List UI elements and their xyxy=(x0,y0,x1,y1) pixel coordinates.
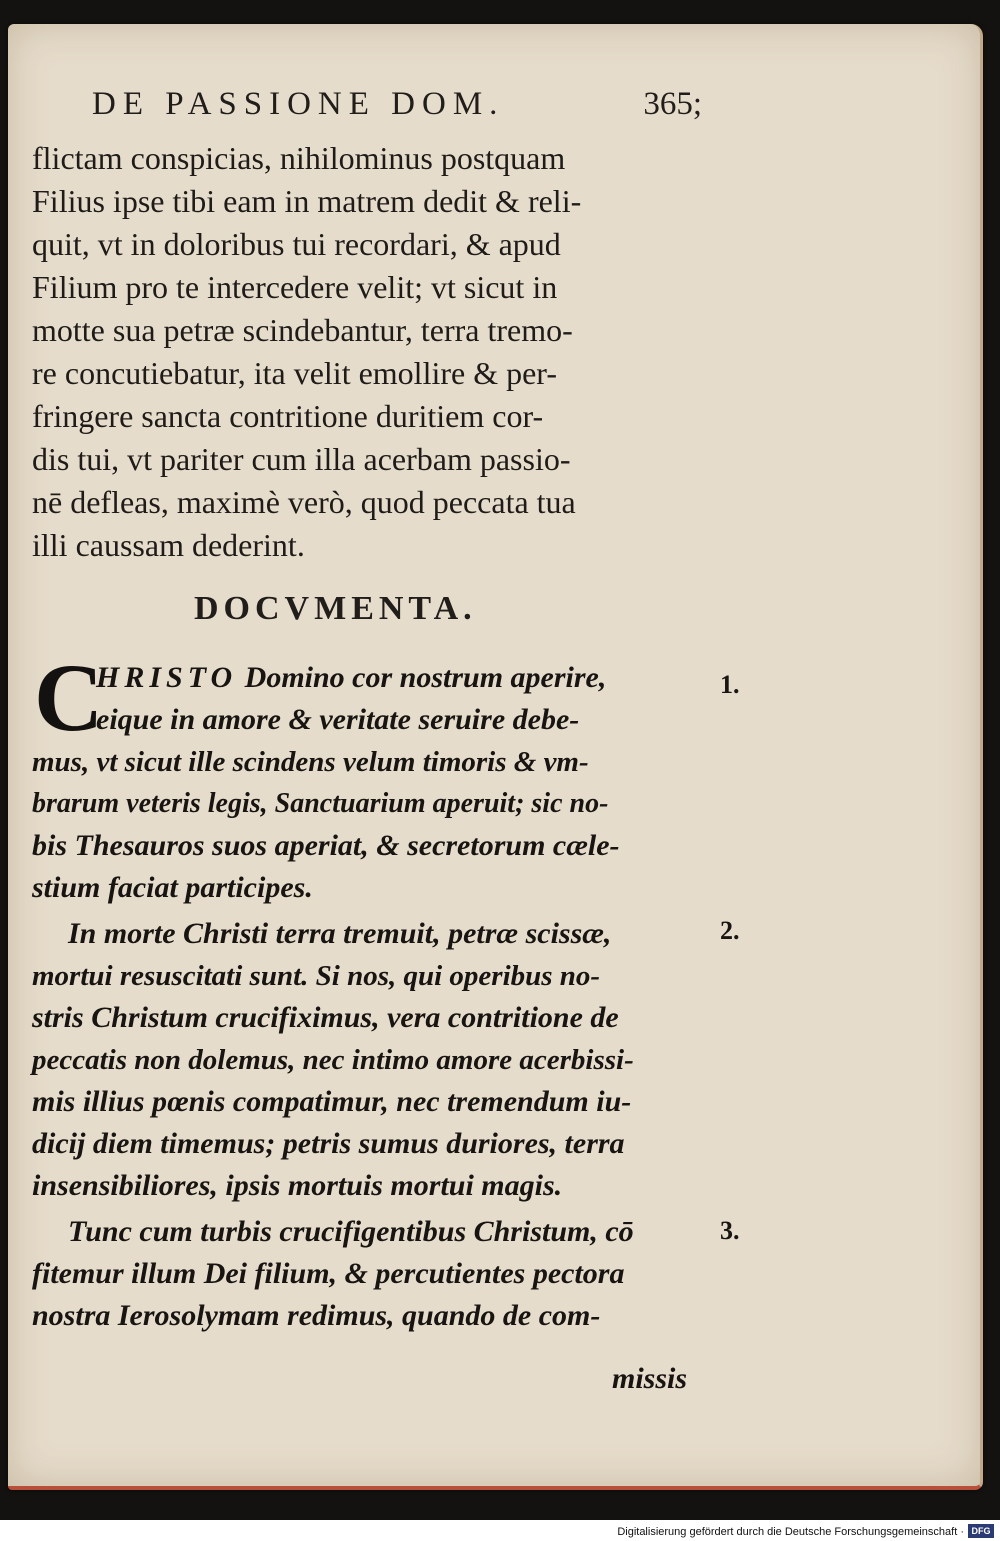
body-line: Filium pro te intercedere velit; vt sicut in xyxy=(32,269,558,305)
body-line: Filius ipse tibi eam in matrem dedit & reli- xyxy=(32,183,582,219)
margin-number: 1. xyxy=(720,670,740,699)
paragraph-line: bis Thesauros suos aperiat, & secretorum cæle- xyxy=(32,829,620,862)
body-line: re concutiebatur, ita velit emollire & per- xyxy=(32,355,557,391)
book-page xyxy=(8,24,983,1490)
body-line: fringere sancta contritione duritiem cor- xyxy=(32,398,544,434)
running-header xyxy=(92,86,702,130)
drop-cap: C xyxy=(34,644,104,751)
body-line: illi caussam dederint. xyxy=(32,527,305,563)
margin-number: 3. xyxy=(720,1216,740,1245)
first-line-text: Domino cor nostrum aperire, xyxy=(237,661,607,694)
paragraph-line: peccatis non dolemus, nec intimo amore acerbissi- xyxy=(32,1044,634,1076)
funding-credit: Digitalisierung gefördert durch die Deutsche Forschungsgemeinschaft · xyxy=(617,1526,964,1538)
running-header-title: DE PASSIONE DOM. xyxy=(92,86,505,122)
paragraph-line: Tunc cum turbis crucifigentibus Christum, cō xyxy=(68,1215,634,1248)
paragraph-line: mis illius pœnis compatimur, nec tremendum iu- xyxy=(32,1085,632,1118)
paragraph-line: eique in amore & veritate seruire debe- xyxy=(96,703,580,736)
catchword: missis xyxy=(612,1362,688,1395)
paragraph-line: brarum veteris legis, Sanctuarium aperuit; sic no- xyxy=(32,788,609,819)
paragraph-line: In morte Christi terra tremuit, petræ scissæ, xyxy=(68,917,612,950)
paragraph-line: dicij diem timemus; petris sumus duriores, terra xyxy=(32,1127,625,1160)
page-number: 365; xyxy=(643,86,702,122)
body-line: motte sua petræ scindebantur, terra tremo- xyxy=(32,312,573,348)
body-line: dis tui, vt pariter cum illa acerbam passio- xyxy=(32,441,571,477)
body-line: quit, vt in doloribus tui recordari, & apud xyxy=(32,226,561,262)
body-line: flictam conspicias, nihilominus postquam xyxy=(32,140,566,176)
footer-bar xyxy=(0,1520,1000,1541)
paragraph-first-line xyxy=(96,658,606,698)
first-word: HRISTO xyxy=(96,661,238,694)
paragraph-line: stium faciat participes. xyxy=(32,871,313,904)
section-heading: DOCVMENTA. xyxy=(194,590,477,627)
body-line: nē defleas, maximè verò, quod peccata tua xyxy=(32,484,576,520)
paragraph-line: fitemur illum Dei filium, & percutientes pectora xyxy=(32,1257,625,1290)
paragraph-line: nostra Ierosolymam redimus, quando de com- xyxy=(32,1299,601,1332)
paragraph-line: mus, vt sicut ille scindens velum timoris & vm- xyxy=(32,746,589,778)
paragraph-line: insensibiliores, ipsis mortuis mortui magis. xyxy=(32,1169,563,1202)
paragraph-line: stris Christum crucifiximus, vera contritione de xyxy=(32,1001,619,1034)
margin-number: 2. xyxy=(720,916,740,945)
paragraph-line: mortui resuscitati sunt. Si nos, qui operibus no- xyxy=(32,960,601,992)
dfg-logo: DFG xyxy=(968,1524,994,1538)
